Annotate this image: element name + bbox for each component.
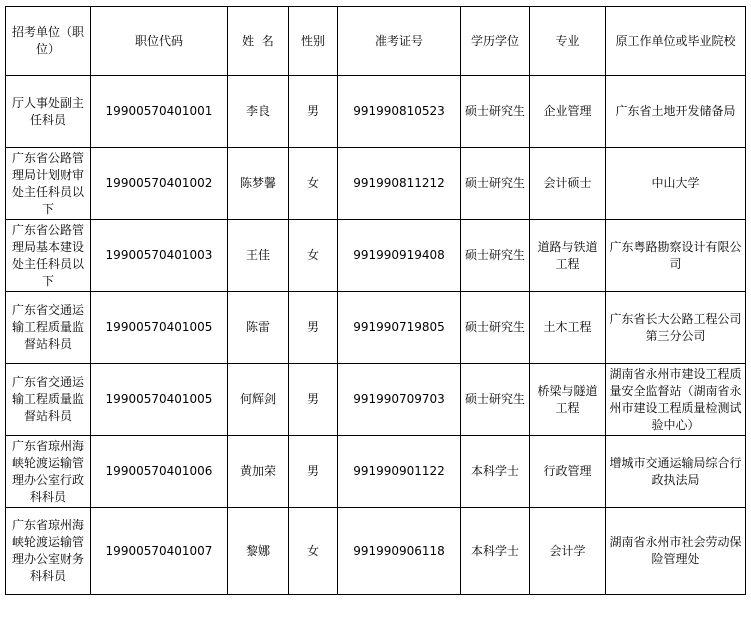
cell-exam-no: 991990709703 [338, 364, 461, 436]
cell-origin: 中山大学 [606, 148, 746, 220]
cell-gender: 男 [289, 364, 338, 436]
cell-major: 土木工程 [530, 292, 606, 364]
header-exam-no: 准考证号 [338, 7, 461, 76]
table-row [6, 148, 746, 220]
header-row [6, 7, 746, 76]
cell-name: 王佳 [228, 220, 289, 292]
cell-gender: 男 [289, 436, 338, 508]
cell-major: 会计学 [530, 508, 606, 595]
table-body [6, 76, 746, 595]
cell-unit: 广东省交通运输工程质量监督站科员 [6, 364, 91, 436]
cell-education: 硕士研究生 [461, 292, 530, 364]
cell-code: 19900570401006 [91, 436, 228, 508]
cell-name: 陈梦馨 [228, 148, 289, 220]
cell-education: 硕士研究生 [461, 220, 530, 292]
cell-gender: 女 [289, 220, 338, 292]
cell-major: 道路与铁道工程 [530, 220, 606, 292]
cell-unit: 广东省公路管理局计划财审处主任科员以下 [6, 148, 91, 220]
cell-exam-no: 991990901122 [338, 436, 461, 508]
table-row [6, 364, 746, 436]
cell-name: 何辉剑 [228, 364, 289, 436]
cell-origin: 增城市交通运输局综合行政执法局 [606, 436, 746, 508]
header-origin: 原工作单位或毕业院校 [606, 7, 746, 76]
table-row [6, 220, 746, 292]
cell-exam-no: 991990919408 [338, 220, 461, 292]
cell-gender: 女 [289, 148, 338, 220]
cell-unit: 广东省琼州海峡轮渡运输管理办公室财务科科员 [6, 508, 91, 595]
header-name: 姓 名 [228, 7, 289, 76]
candidate-roster-table [5, 6, 746, 595]
cell-unit: 厅人事处副主任科员 [6, 76, 91, 148]
cell-major: 桥梁与隧道工程 [530, 364, 606, 436]
cell-education: 硕士研究生 [461, 76, 530, 148]
cell-unit: 广东省琼州海峡轮渡运输管理办公室行政科科员 [6, 436, 91, 508]
table-row [6, 76, 746, 148]
cell-name: 黄加荣 [228, 436, 289, 508]
cell-origin: 湖南省永州市建设工程质量安全监督站（湖南省永州市建设工程质量检测试验中心） [606, 364, 746, 436]
table-row [6, 436, 746, 508]
cell-education: 本科学士 [461, 508, 530, 595]
cell-major: 会计硕士 [530, 148, 606, 220]
header-unit: 招考单位（职位） [6, 7, 91, 76]
header-code: 职位代码 [91, 7, 228, 76]
cell-origin: 湖南省永州市社会劳动保险管理处 [606, 508, 746, 595]
cell-code: 19900570401005 [91, 364, 228, 436]
cell-code: 19900570401005 [91, 292, 228, 364]
cell-origin: 广东粤路勘察设计有限公司 [606, 220, 746, 292]
table-row [6, 508, 746, 595]
cell-exam-no: 991990811212 [338, 148, 461, 220]
cell-origin: 广东省长大公路工程公司第三分公司 [606, 292, 746, 364]
header-gender: 性别 [289, 7, 338, 76]
cell-gender: 男 [289, 292, 338, 364]
cell-exam-no: 991990719805 [338, 292, 461, 364]
cell-unit: 广东省交通运输工程质量监督站科员 [6, 292, 91, 364]
cell-exam-no: 991990810523 [338, 76, 461, 148]
cell-unit: 广东省公路管理局基本建设处主任科员以下 [6, 220, 91, 292]
cell-code: 19900570401002 [91, 148, 228, 220]
cell-gender: 女 [289, 508, 338, 595]
cell-code: 19900570401001 [91, 76, 228, 148]
header-education: 学历学位 [461, 7, 530, 76]
cell-major: 企业管理 [530, 76, 606, 148]
header-major: 专业 [530, 7, 606, 76]
table-row [6, 292, 746, 364]
cell-exam-no: 991990906118 [338, 508, 461, 595]
cell-code: 19900570401007 [91, 508, 228, 595]
table-header [6, 7, 746, 76]
cell-name: 黎娜 [228, 508, 289, 595]
cell-name: 李良 [228, 76, 289, 148]
cell-major: 行政管理 [530, 436, 606, 508]
cell-education: 硕士研究生 [461, 364, 530, 436]
cell-education: 硕士研究生 [461, 148, 530, 220]
cell-code: 19900570401003 [91, 220, 228, 292]
cell-education: 本科学士 [461, 436, 530, 508]
cell-name: 陈雷 [228, 292, 289, 364]
cell-gender: 男 [289, 76, 338, 148]
cell-origin: 广东省土地开发储备局 [606, 76, 746, 148]
